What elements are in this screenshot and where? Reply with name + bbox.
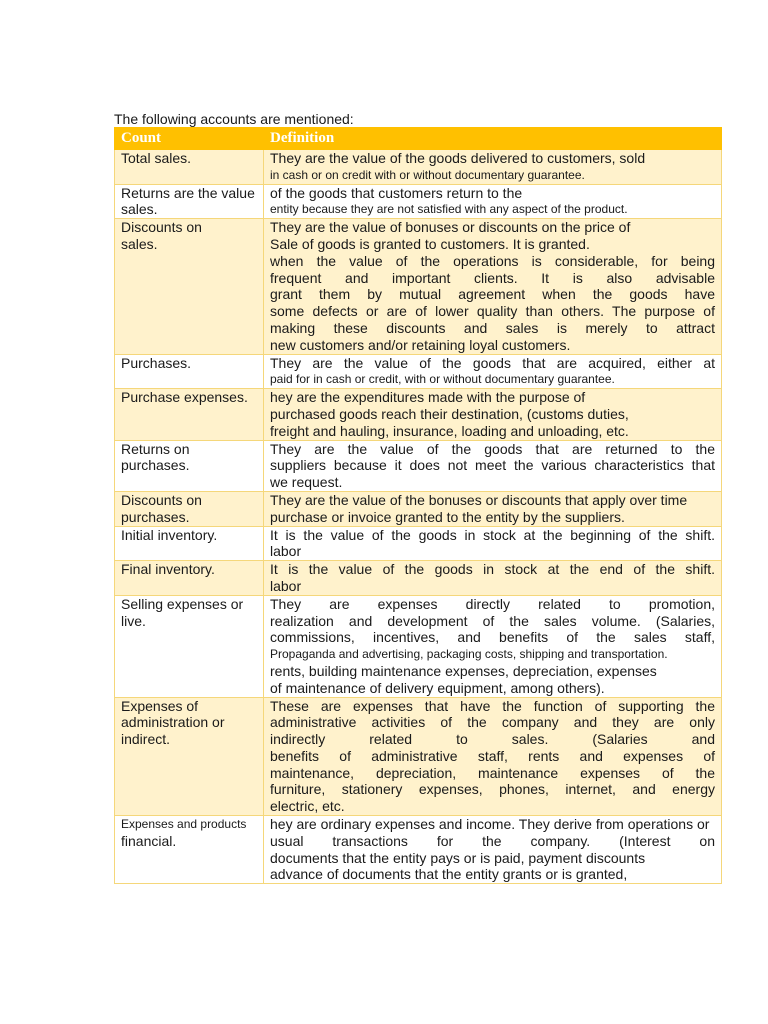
definition-line: hey are ordinary expenses and income. They derive from operations or — [270, 816, 710, 833]
account-name-cell — [115, 816, 264, 884]
definition-line: They are expenses directly related to promotion, — [270, 595, 715, 612]
account-name-line: Expenses and products — [121, 817, 247, 832]
account-name-line: live. — [121, 612, 146, 629]
header-definition: Definition — [264, 128, 722, 150]
account-name-line: purchases. — [121, 457, 190, 474]
table-row — [115, 526, 722, 561]
table-row — [115, 389, 722, 440]
account-name-line: Final inventory. — [121, 561, 215, 578]
table-row — [115, 491, 722, 526]
definition-line: They are the value of bonuses or discounts on the price of — [270, 219, 631, 236]
account-name-line: purchases. — [121, 508, 190, 525]
definition-cell — [264, 389, 722, 440]
account-name-line: Discounts on — [121, 219, 202, 236]
definition-cell — [264, 561, 722, 596]
account-name-cell — [115, 595, 264, 697]
definition-line: usual transactions for the company. (Interest on — [270, 832, 715, 849]
accounts-table — [114, 127, 722, 884]
table-row — [115, 219, 722, 354]
definition-line: freight and hauling, insurance, loading and unloading, etc. — [270, 422, 629, 439]
account-name-cell — [115, 184, 264, 219]
account-name-cell — [115, 561, 264, 596]
account-name-line: Initial inventory. — [121, 526, 218, 543]
account-name-line: indirect. — [121, 731, 171, 748]
account-name-line: financial. — [121, 832, 177, 849]
table-row — [115, 561, 722, 596]
definition-line: They are the value of the goods delivered to customers, sold — [270, 150, 646, 166]
table-row — [115, 354, 722, 389]
definition-cell — [264, 219, 722, 354]
account-name-cell — [115, 354, 264, 389]
definition-line: some defects or are of lower quality than others. The purpose of — [270, 303, 715, 320]
definition-cell — [264, 184, 722, 219]
definition-line: frequent and important clients. It is also advisable — [270, 269, 715, 286]
table-row — [115, 816, 722, 884]
intro-text: The following accounts are mentioned: — [114, 111, 354, 127]
definition-line: They are the value of the goods that are acquired, either at — [270, 354, 715, 371]
account-name-line: Discounts on — [121, 491, 202, 508]
header-count: Count — [115, 128, 264, 150]
definition-line: making these discounts and sales is merely to attract — [270, 319, 715, 336]
definition-line: paid for in cash or credit, with or without documentary guarantee. — [270, 372, 615, 387]
table-row — [115, 595, 722, 697]
definition-line: entity because they are not satisfied with any aspect of the product. — [270, 202, 628, 217]
definition-line: hey are the expenditures made with the purpose of — [270, 389, 586, 406]
definition-cell — [264, 595, 722, 697]
definition-line: It is the value of the goods in stock at the beginning of the shift. — [270, 526, 715, 543]
table-row — [115, 440, 722, 491]
definition-cell — [264, 816, 722, 884]
table-header-row — [115, 128, 722, 150]
definition-line: we request. — [270, 474, 343, 491]
table-row — [115, 697, 722, 816]
account-name-line: Selling expenses or — [121, 595, 244, 612]
definition-line: in cash or on credit with or without documentary guarantee. — [270, 167, 585, 182]
definition-line: documents that the entity pays or is paid, payment discounts — [270, 849, 646, 866]
definition-line: suppliers because it does not meet the various characteristics that — [270, 457, 715, 474]
account-name-line: Purchase expenses. — [121, 389, 248, 406]
definition-line: new customers and/or retaining loyal customers. — [270, 336, 571, 353]
definition-cell — [264, 526, 722, 561]
account-name-cell — [115, 150, 264, 185]
definition-line: These are expenses that have the function of supporting the — [270, 697, 715, 714]
definition-line: maintenance, depreciation, maintenance expenses of the — [270, 764, 715, 781]
account-name-line: Returns are the value — [121, 184, 255, 201]
account-name-line: sales. — [121, 235, 158, 252]
definition-line: administrative activities of the company and they are only — [270, 714, 715, 731]
account-name-cell — [115, 389, 264, 440]
definition-line: advance of documents that the entity grants or is granted, — [270, 866, 628, 883]
definition-line: rents, building maintenance expenses, depreciation, expenses — [270, 662, 657, 679]
definition-line: Sale of goods is granted to customers. It is granted. — [270, 235, 590, 252]
definition-line: purchase or invoice granted to the entity by the suppliers. — [270, 508, 625, 525]
definition-line: indirectly related to sales. (Salaries and — [270, 731, 715, 748]
account-name-cell — [115, 526, 264, 561]
definition-line: They are the value of the goods that are returned to the — [270, 440, 715, 457]
definition-line: furniture, stationery expenses, phones, internet, and energy — [270, 781, 715, 798]
account-name-line: Purchases. — [121, 354, 192, 371]
definition-line: electric, etc. — [270, 798, 345, 815]
account-name-cell — [115, 697, 264, 816]
account-name-line: Total sales. — [121, 150, 192, 166]
account-name-line: administration or — [121, 714, 225, 731]
account-name-line: sales. — [121, 201, 158, 218]
definition-line: of maintenance of delivery equipment, among others). — [270, 679, 605, 696]
definition-line: of the goods that customers return to the — [270, 184, 523, 201]
definition-line: when the value of the operations is considerable, for being — [270, 252, 715, 269]
definition-line: realization and development of the sales volume. (Salaries, — [270, 612, 715, 629]
definition-cell — [264, 491, 722, 526]
table-row — [115, 150, 722, 185]
account-name-cell — [115, 491, 264, 526]
definition-line: labor — [270, 577, 302, 594]
account-name-cell — [115, 440, 264, 491]
account-name-line: Returns on — [121, 440, 190, 457]
definition-line: benefits of administrative staff, rents and expenses of — [270, 747, 715, 764]
account-name-line: Expenses of — [121, 697, 199, 714]
definition-cell — [264, 440, 722, 491]
definition-cell — [264, 697, 722, 816]
account-name-cell — [115, 219, 264, 354]
definition-cell — [264, 150, 722, 185]
definition-cell — [264, 354, 722, 389]
definition-line: Propaganda and advertising, packaging costs, shipping and transportation. — [270, 647, 668, 662]
definition-line: They are the value of the bonuses or discounts that apply over time — [270, 491, 688, 508]
definition-line: It is the value of the goods in stock at the end of the shift. — [270, 561, 715, 578]
definition-line: grant them by mutual agreement when the goods have — [270, 286, 715, 303]
definition-line: commissions, incentives, and benefits of the sales staff, — [270, 629, 715, 646]
definition-line: purchased goods reach their destination, (customs duties, — [270, 405, 629, 422]
table-row — [115, 184, 722, 219]
definition-line: labor — [270, 543, 302, 560]
table-body — [115, 150, 722, 884]
